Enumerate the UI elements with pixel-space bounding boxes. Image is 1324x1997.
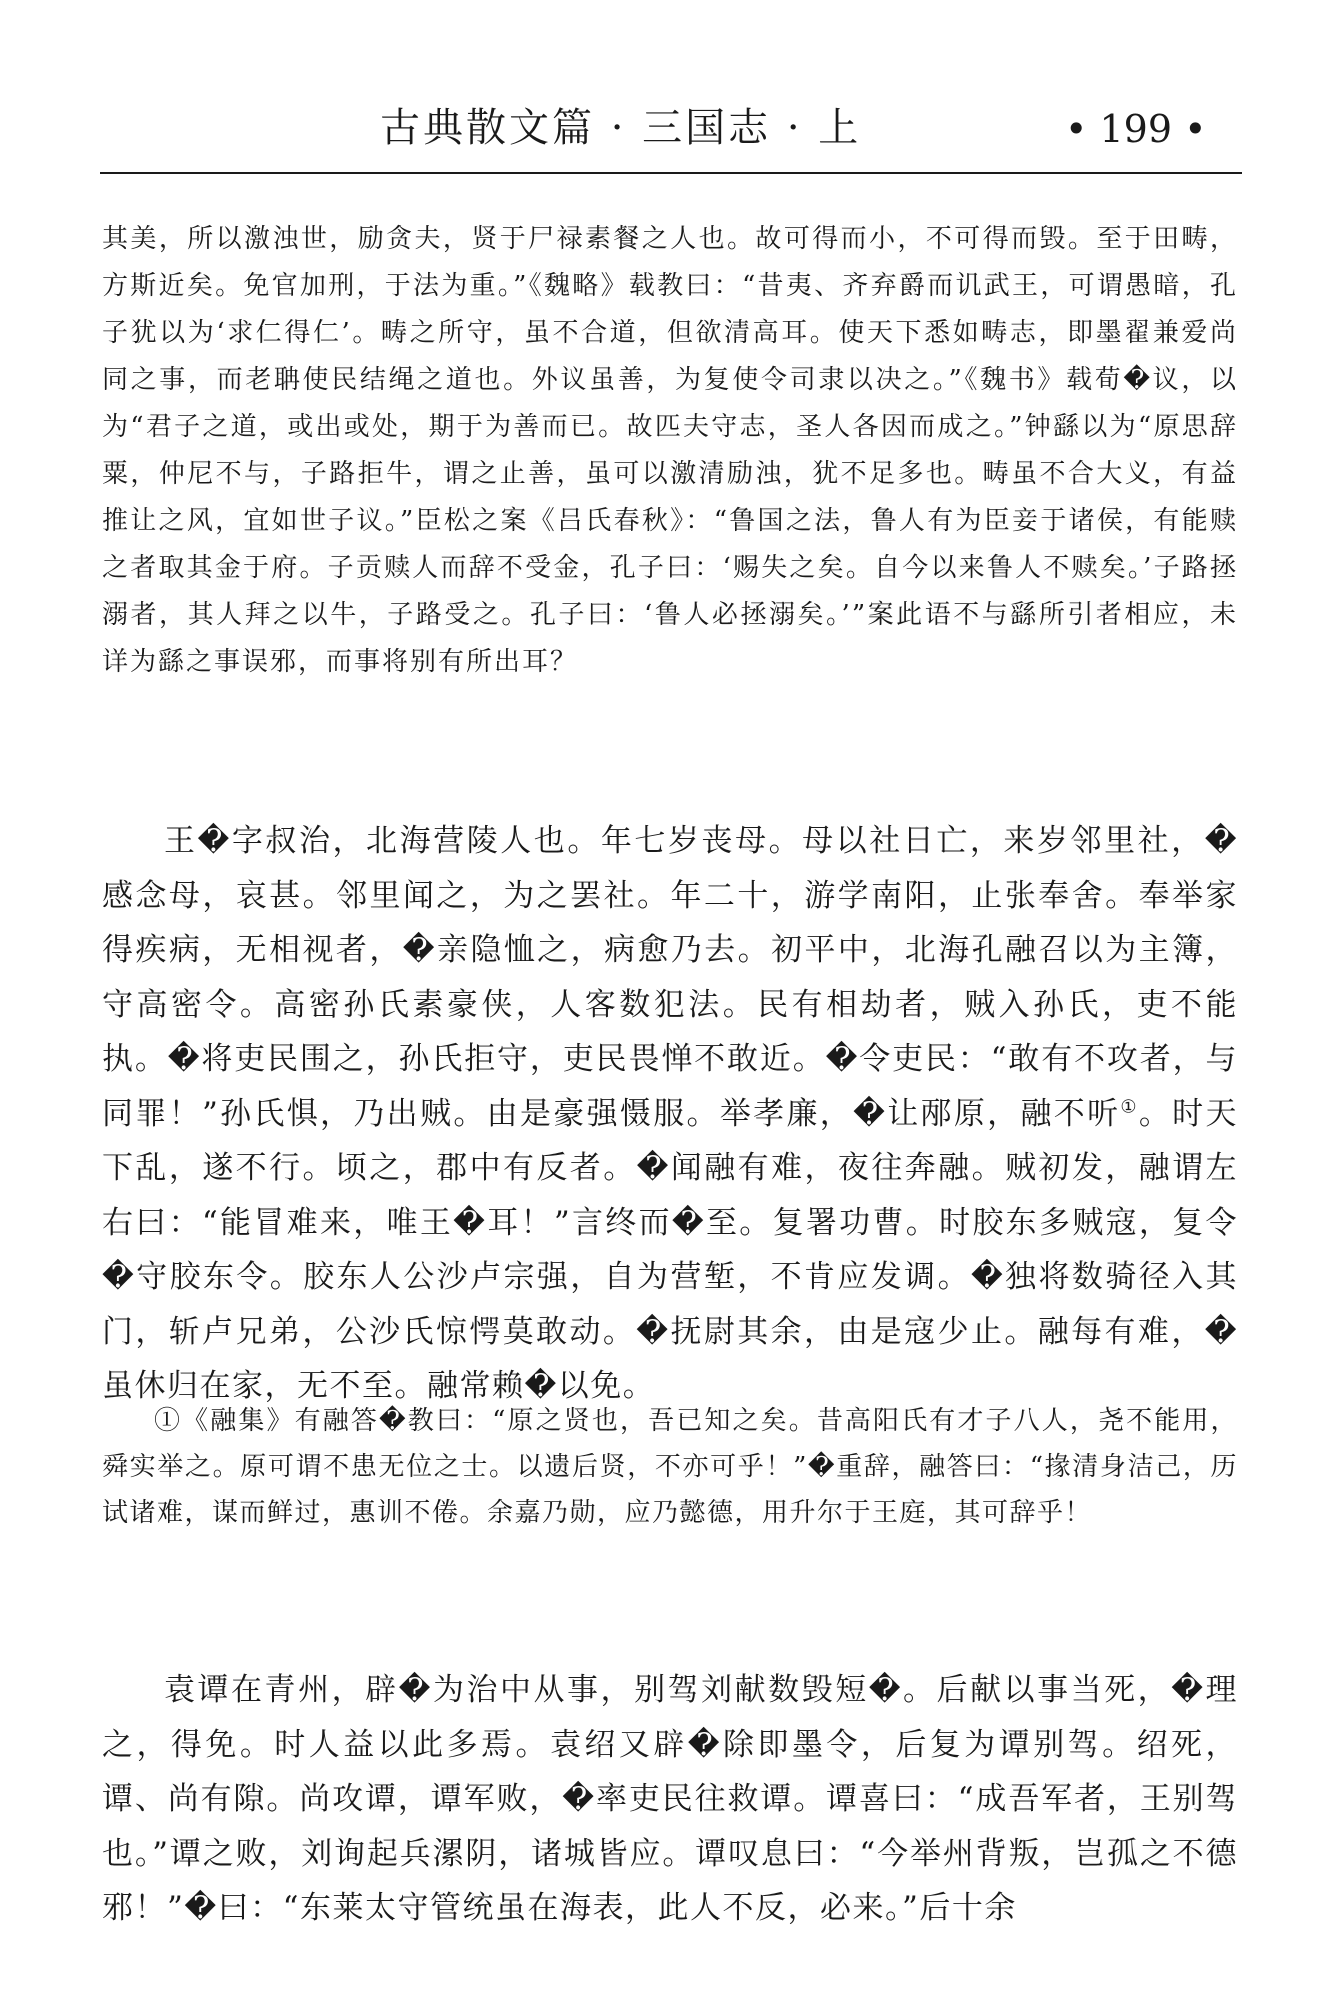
commentary-paragraph: 其美，所以激浊世，励贪夫，贤于尸禄素餐之人也。故可得而小，不可得而毁。至于田畴，方斯近矣。免官加刑，于法为重。”《魏略》载教曰：“昔夷、齐弃爵而讥武王，可谓愚暗，孔子犹以为‘求仁得仁’。畴之所守，虽不合道，但欲清高耳。使天下悉如畴志，即墨翟兼爱尚同之事，而老聃使民结绳之道也。外议虽善，为复使令司隶以决之。”《魏书》载荀�议，以为“君子之道，或出或处，期于为善而已。故匹夫守志，圣人各因而成之。”钟繇以为“原思辞粟，仲尼不与，子路拒牛，谓之止善，虽可以激清励浊，犹不足多也。畴虽不合大义，有益推让之风，宜如世子议。”臣松之案《吕氏春秋》：“鲁国之法，鲁人有为臣妾于诸侯，有能赎之者取其金于府。子贡赎人而辞不受金，孔子曰：‘赐失之矣。自今以来鲁人不赎矣。’子路拯溺者，其人拜之以牛，子路受之。孔子曰：‘鲁人必拯溺矣。’”案此语不与繇所引者相应，未详为繇之事误邪，而事将别有所出耳？ [102,224,1238,677]
page-header [0,0,1324,180]
footnote [102,1398,1238,1536]
second-paragraph [102,1632,1238,1967]
page-number: • 199 • [1065,107,1207,151]
footnote-reference: ① [1120,1096,1139,1118]
main-text-before-note: 王�字叔治，北海营陵人也。年七岁丧母。母以社日亡，来岁邻里社，�感念母，哀甚。邻里闻之，为之罢社。年二十，游学南阳，止张奉舍。奉举家得疾病，无相视者，�亲隐恤之，病愈乃去。初平中，北海孔融召以为主簿，守高密令。高密孙氏素豪侠，人客数犯法。民有相劫者，贼入孙氏，吏不能执。�将吏民围之，孙氏拒守，吏民畏惮不敢近。�令吏民：“敢有不攻者，与同罪！”孙氏惧，乃出贼。由是豪强慑服。举孝廉，�让邴原，融不听 [102,823,1238,1132]
main-paragraph-text [102,814,1238,1414]
header-rule [100,172,1242,174]
second-paragraph-text: 袁谭在青州，辟�为治中从事，别驾刘献数毁短�。后献以事当死，�理之，得免。时人益以此多焉。袁绍又辟�除即墨令，后复为谭别驾。绍死，谭、尚有隙。尚攻谭，谭军败，�率吏民往救谭。谭喜曰：“成吾军者，王别驾也。”谭之败，刘询起兵漯阴，诸城皆应。谭叹息曰：“今举州背叛，岂孤之不德邪！”�曰：“东莱太守管统虽在海表，此人不反，必来。”后十余 [102,1672,1238,1926]
main-paragraph [102,814,1238,1414]
running-title: 古典散文篇 · 三国志 · 上 [380,105,862,151]
main-text-after-note: 。时天下乱，遂不行。顷之，郡中有反者。�闻融有难，夜往奔融。贼初发，融谓左右曰：“能冒难来，唯王�耳！”言终而�至。复署功曹。时胶东多贼寇，复令�守胶东令。胶东人公沙卢宗强，自为营堑，不肯应发调。�独将数骑径入其门，斩卢兄弟，公沙氏惊愕莫敢动。�抚尉其余，由是寇少止。融每有难，�虽休归在家，无不至。融常赖�以免。 [102,1095,1238,1404]
commentary-block [102,216,1238,686]
footnote-text: ①《融集》有融答�教曰：“原之贤也，吾已知之矣。昔高阳氏有才子八人，尧不能用，舜实举之。原可谓不患无位之士。以遗后贤，不亦可乎！”�重辞，融答曰：“掾清身洁己，历试诸难，谋而鲜过，惠训不倦。余嘉乃勋，应乃懿德，用升尔于王庭，其可辞乎！ [102,1406,1238,1528]
